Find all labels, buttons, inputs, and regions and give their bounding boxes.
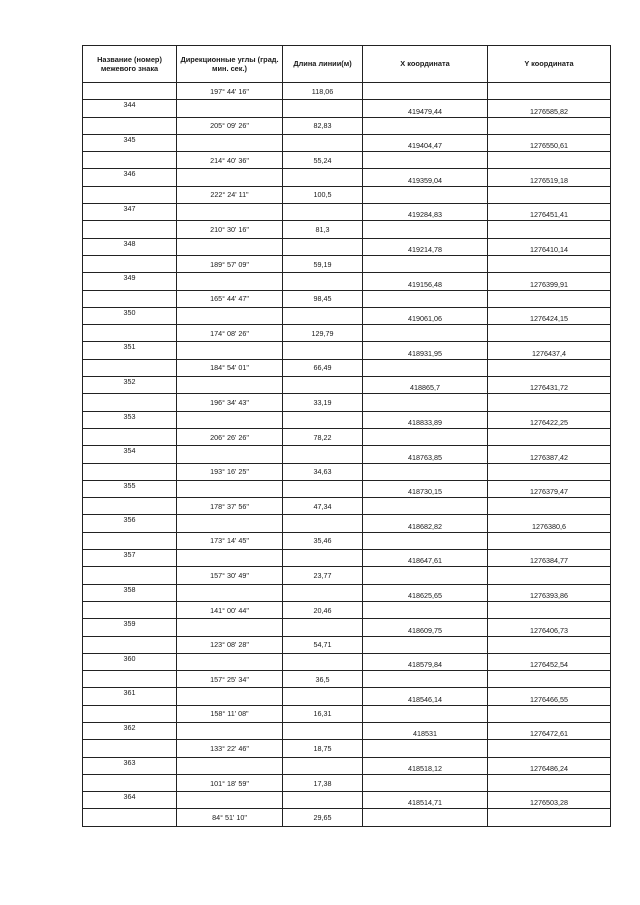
length-cell: 36,5 [283,671,363,688]
x-cell [363,532,488,549]
length-cell [283,688,363,705]
length-cell: 23,77 [283,567,363,584]
length-cell [283,722,363,739]
point-name-cell: 349 [83,273,177,290]
length-cell: 82,83 [283,117,363,134]
point-row [83,134,611,151]
length-cell: 59,19 [283,255,363,272]
angle-cell [177,515,283,532]
length-cell [283,619,363,636]
coordinates-table [82,45,611,827]
length-cell: 55,24 [283,152,363,169]
angle-cell: 178° 37' 56" [177,498,283,515]
point-row [83,307,611,324]
angle-cell: 101° 18' 59" [177,774,283,791]
x-cell [363,117,488,134]
x-cell: 418531 [363,722,488,739]
header-row [83,46,611,83]
angle-cell: 84° 51' 10" [177,809,283,826]
y-cell: 1276451,41 [488,204,611,221]
point-name-cell [83,83,177,100]
x-cell [363,186,488,203]
point-name-cell [83,809,177,826]
y-cell: 1276399,91 [488,273,611,290]
point-row [83,757,611,774]
point-name-cell [83,428,177,445]
angle-cell: 222° 24' 11" [177,186,283,203]
length-cell [283,792,363,809]
length-cell: 78,22 [283,428,363,445]
header-point-name: Название (номер) межевого знака [83,46,177,83]
x-cell: 418833,89 [363,411,488,428]
x-cell: 418546,14 [363,688,488,705]
angle-cell: 174° 08' 26" [177,325,283,342]
x-cell: 418865,7 [363,377,488,394]
x-cell [363,290,488,307]
y-cell: 1276466,55 [488,688,611,705]
segment-row [83,774,611,791]
segment-row [83,255,611,272]
segment-row [83,394,611,411]
length-cell [283,342,363,359]
length-cell: 47,34 [283,498,363,515]
length-cell: 54,71 [283,636,363,653]
point-name-cell: 359 [83,619,177,636]
x-cell [363,394,488,411]
point-name-cell [83,325,177,342]
angle-cell: 173° 14' 45" [177,532,283,549]
x-cell [363,152,488,169]
length-cell: 118,06 [283,83,363,100]
point-row [83,204,611,221]
angle-cell [177,792,283,809]
point-name-cell [83,117,177,134]
point-name-cell: 363 [83,757,177,774]
y-cell: 1276422,25 [488,411,611,428]
point-name-cell [83,740,177,757]
point-name-cell [83,221,177,238]
point-name-cell [83,255,177,272]
point-row [83,100,611,117]
x-cell: 418682,82 [363,515,488,532]
x-cell [363,83,488,100]
point-name-cell [83,532,177,549]
y-cell [488,186,611,203]
y-cell [488,290,611,307]
segment-row [83,567,611,584]
angle-cell [177,619,283,636]
angle-cell [177,134,283,151]
segment-row [83,221,611,238]
point-row [83,411,611,428]
angle-cell: 165° 44' 47" [177,290,283,307]
x-cell: 418647,61 [363,550,488,567]
angle-cell: 197° 44' 16" [177,83,283,100]
point-name-cell: 355 [83,480,177,497]
point-row [83,688,611,705]
y-cell [488,740,611,757]
x-cell: 419156,48 [363,273,488,290]
y-cell: 1276550,61 [488,134,611,151]
y-cell [488,809,611,826]
y-cell [488,117,611,134]
point-name-cell [83,152,177,169]
angle-cell: 206° 26' 26" [177,428,283,445]
point-name-cell: 345 [83,134,177,151]
y-cell [488,532,611,549]
angle-cell: 205° 09' 26" [177,117,283,134]
angle-cell: 193° 16' 25" [177,463,283,480]
point-name-cell: 353 [83,411,177,428]
y-cell [488,671,611,688]
point-row [83,377,611,394]
point-name-cell [83,359,177,376]
point-name-cell: 352 [83,377,177,394]
point-name-cell: 354 [83,446,177,463]
point-name-cell [83,394,177,411]
x-cell: 418763,85 [363,446,488,463]
point-row [83,653,611,670]
x-cell [363,463,488,480]
x-cell: 419404,47 [363,134,488,151]
y-cell [488,359,611,376]
length-cell: 20,46 [283,601,363,618]
length-cell [283,204,363,221]
angle-cell [177,480,283,497]
angle-cell: 189° 57' 09" [177,255,283,272]
segment-row [83,117,611,134]
segment-row [83,152,611,169]
point-row [83,273,611,290]
angle-cell [177,342,283,359]
x-cell: 419479,44 [363,100,488,117]
length-cell [283,100,363,117]
length-cell [283,584,363,601]
length-cell: 81,3 [283,221,363,238]
segment-row [83,186,611,203]
angle-cell [177,169,283,186]
point-row [83,446,611,463]
y-cell: 1276406,73 [488,619,611,636]
y-cell [488,83,611,100]
length-cell [283,273,363,290]
point-row [83,792,611,809]
segment-row [83,636,611,653]
angle-cell: 133° 22' 46" [177,740,283,757]
length-cell [283,307,363,324]
x-cell [363,636,488,653]
length-cell [283,653,363,670]
segment-row [83,601,611,618]
y-cell [488,636,611,653]
angle-cell: 157° 30' 49" [177,567,283,584]
y-cell [488,601,611,618]
length-cell: 16,31 [283,705,363,722]
y-cell [488,152,611,169]
angle-cell: 196° 34' 43" [177,394,283,411]
x-cell [363,705,488,722]
length-cell [283,550,363,567]
x-cell: 418931,95 [363,342,488,359]
y-cell: 1276519,18 [488,169,611,186]
angle-cell: 123° 08' 28" [177,636,283,653]
x-cell [363,498,488,515]
point-row [83,550,611,567]
angle-cell [177,307,283,324]
point-row [83,238,611,255]
length-cell [283,238,363,255]
segment-row [83,740,611,757]
y-cell: 1276431,72 [488,377,611,394]
point-name-cell: 358 [83,584,177,601]
x-cell [363,774,488,791]
y-cell: 1276380,6 [488,515,611,532]
point-name-cell: 346 [83,169,177,186]
length-cell [283,446,363,463]
length-cell [283,515,363,532]
x-cell: 418579,84 [363,653,488,670]
y-cell [488,255,611,272]
length-cell [283,411,363,428]
segment-row [83,325,611,342]
y-cell: 1276486,24 [488,757,611,774]
angle-cell [177,100,283,117]
y-cell [488,428,611,445]
point-name-cell: 344 [83,100,177,117]
x-cell: 418730,15 [363,480,488,497]
x-cell: 418625,65 [363,584,488,601]
point-name-cell: 357 [83,550,177,567]
angle-cell: 141° 00' 44" [177,601,283,618]
x-cell [363,671,488,688]
angle-cell [177,653,283,670]
length-cell: 129,79 [283,325,363,342]
y-cell: 1276585,82 [488,100,611,117]
header-direction-angle: Дирекционные углы (град. мин. сек.) [177,46,283,83]
length-cell: 18,75 [283,740,363,757]
y-cell: 1276410,14 [488,238,611,255]
length-cell [283,757,363,774]
x-cell: 419061,06 [363,307,488,324]
x-cell [363,359,488,376]
point-name-cell: 356 [83,515,177,532]
y-cell: 1276503,28 [488,792,611,809]
x-cell: 418609,75 [363,619,488,636]
segment-row [83,83,611,100]
length-cell [283,169,363,186]
y-cell: 1276472,61 [488,722,611,739]
angle-cell [177,584,283,601]
point-name-cell [83,290,177,307]
angle-cell [177,377,283,394]
angle-cell [177,688,283,705]
point-name-cell [83,705,177,722]
y-cell [488,325,611,342]
angle-cell: 157° 25' 34" [177,671,283,688]
point-name-cell [83,498,177,515]
angle-cell [177,550,283,567]
segment-row [83,290,611,307]
segment-row [83,532,611,549]
segment-row [83,809,611,826]
y-cell [488,463,611,480]
y-cell: 1276384,77 [488,550,611,567]
y-cell: 1276437,4 [488,342,611,359]
point-name-cell [83,601,177,618]
x-cell [363,740,488,757]
angle-cell: 158° 11' 08" [177,705,283,722]
x-cell [363,255,488,272]
point-name-cell: 360 [83,653,177,670]
point-name-cell: 364 [83,792,177,809]
segment-row [83,428,611,445]
point-name-cell [83,567,177,584]
header-line-length: Длина линии(м) [283,46,363,83]
y-cell [488,394,611,411]
y-cell: 1276424,15 [488,307,611,324]
segment-row [83,359,611,376]
segment-row [83,705,611,722]
header-x-coordinate: X координата [363,46,488,83]
angle-cell: 214° 40' 36" [177,152,283,169]
y-cell: 1276387,42 [488,446,611,463]
angle-cell [177,238,283,255]
x-cell: 418514,71 [363,792,488,809]
point-row [83,722,611,739]
x-cell [363,567,488,584]
length-cell: 100,5 [283,186,363,203]
point-name-cell: 362 [83,722,177,739]
angle-cell [177,411,283,428]
y-cell [488,567,611,584]
angle-cell [177,446,283,463]
point-name-cell [83,774,177,791]
length-cell [283,134,363,151]
y-cell: 1276393,86 [488,584,611,601]
point-name-cell [83,186,177,203]
segment-row [83,671,611,688]
segment-row [83,498,611,515]
point-name-cell: 350 [83,307,177,324]
angle-cell [177,204,283,221]
point-name-cell: 351 [83,342,177,359]
point-name-cell [83,463,177,480]
header-y-coordinate: Y координата [488,46,611,83]
length-cell: 17,38 [283,774,363,791]
point-row [83,342,611,359]
angle-cell: 184° 54' 01" [177,359,283,376]
point-row [83,480,611,497]
point-name-cell [83,671,177,688]
y-cell [488,221,611,238]
angle-cell [177,757,283,774]
angle-cell [177,722,283,739]
point-row [83,515,611,532]
table-body [83,83,611,827]
point-name-cell: 347 [83,204,177,221]
point-row [83,619,611,636]
x-cell: 419359,04 [363,169,488,186]
point-row [83,584,611,601]
x-cell: 419284,83 [363,204,488,221]
y-cell [488,705,611,722]
segment-row [83,463,611,480]
y-cell [488,498,611,515]
length-cell: 35,46 [283,532,363,549]
point-name-cell [83,636,177,653]
length-cell: 33,19 [283,394,363,411]
length-cell: 98,45 [283,290,363,307]
length-cell [283,377,363,394]
x-cell [363,325,488,342]
length-cell: 29,65 [283,809,363,826]
x-cell: 418518,12 [363,757,488,774]
x-cell [363,428,488,445]
y-cell: 1276452,54 [488,653,611,670]
length-cell: 66,49 [283,359,363,376]
y-cell [488,774,611,791]
x-cell: 419214,78 [363,238,488,255]
length-cell [283,480,363,497]
point-name-cell: 361 [83,688,177,705]
length-cell: 34,63 [283,463,363,480]
point-name-cell: 348 [83,238,177,255]
y-cell: 1276379,47 [488,480,611,497]
x-cell [363,601,488,618]
angle-cell: 210° 30' 16" [177,221,283,238]
x-cell [363,221,488,238]
angle-cell [177,273,283,290]
x-cell [363,809,488,826]
point-row [83,169,611,186]
